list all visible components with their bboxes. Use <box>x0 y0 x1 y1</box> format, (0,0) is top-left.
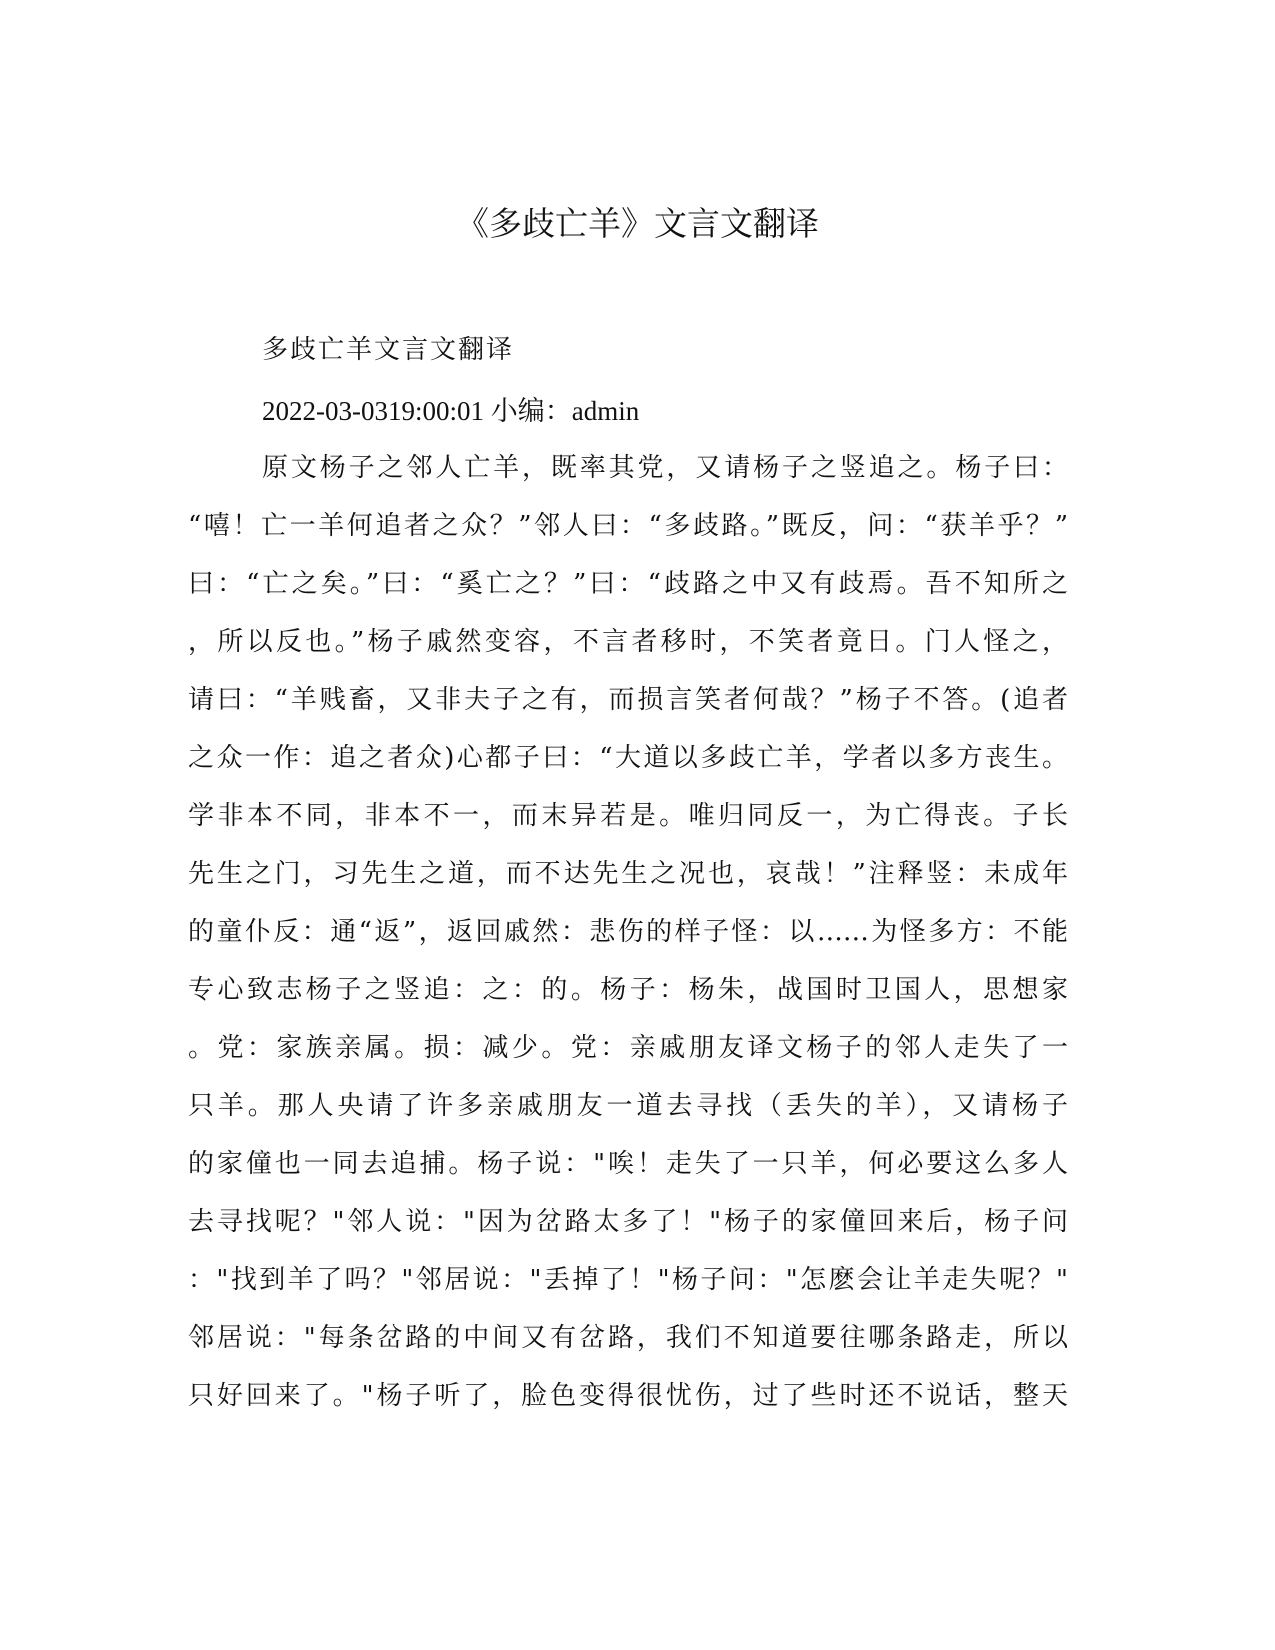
body-line: 原文杨子之邻人亡羊，既率其党，又请杨子之竖追之。杨子曰： <box>262 453 1068 483</box>
article-meta: 2022-03-0319:00:01 小编：admin <box>262 396 640 426</box>
body-line: 。党：家族亲属。损：减少。党：亲戚朋友译文杨子的邻人走失了一 <box>188 1033 1068 1063</box>
body-line: 学非本不同，非本不一，而末异若是。唯归同反一，为亡得丧。子长 <box>188 801 1068 831</box>
body-line: 邻居说："每条岔路的中间又有岔路，我们不知道要往哪条路走，所以 <box>188 1323 1068 1353</box>
document-title: 《多歧亡羊》文言文翻译 <box>456 204 819 243</box>
body-line: 曰：“亡之矣。”曰：“奚亡之？”曰：“歧路之中又有歧焉。吾不知所之 <box>188 569 1068 599</box>
body-line: “嘻！亡一羊何追者之众？”邻人曰：“多歧路。”既反，问：“获羊乎？” <box>188 511 1068 541</box>
body-line: 的家僮也一同去追捕。杨子说："唉！走失了一只羊，何必要这么多人 <box>188 1149 1068 1179</box>
body-line: 的童仆反：通“返”，返回戚然：悲伤的样子怪：以……为怪多方：不能 <box>188 917 1068 947</box>
body-line: 只羊。那人央请了许多亲戚朋友一道去寻找（丢失的羊），又请杨子 <box>188 1091 1068 1121</box>
body-line: 去寻找呢？"邻人说："因为岔路太多了！"杨子的家僮回来后，杨子问 <box>188 1207 1068 1237</box>
article-subtitle: 多歧亡羊文言文翻译 <box>262 335 515 365</box>
body-line: 先生之门，习先生之道，而不达先生之况也，哀哉！”注释竖：未成年 <box>188 859 1068 889</box>
body-line: 之众一作：追之者众)心都子曰：“大道以多歧亡羊，学者以多方丧生。 <box>188 743 1068 773</box>
body-line: 只好回来了。"杨子听了，脸色变得很忧伤，过了些时还不说话，整天 <box>188 1381 1068 1411</box>
body-line: 请曰：“羊贱畜，又非夫子之有，而损言笑者何哉？”杨子不答。(追者 <box>188 685 1068 715</box>
body-line: 专心致志杨子之竖追：之：的。杨子：杨朱，战国时卫国人，思想家 <box>188 975 1068 1005</box>
body-line: ，所以反也。”杨子戚然变容，不言者移时，不笑者竟日。门人怪之， <box>188 627 1068 657</box>
body-line: ："找到羊了吗？"邻居说："丢掉了！"杨子问："怎麽会让羊走失呢？" <box>188 1265 1068 1295</box>
